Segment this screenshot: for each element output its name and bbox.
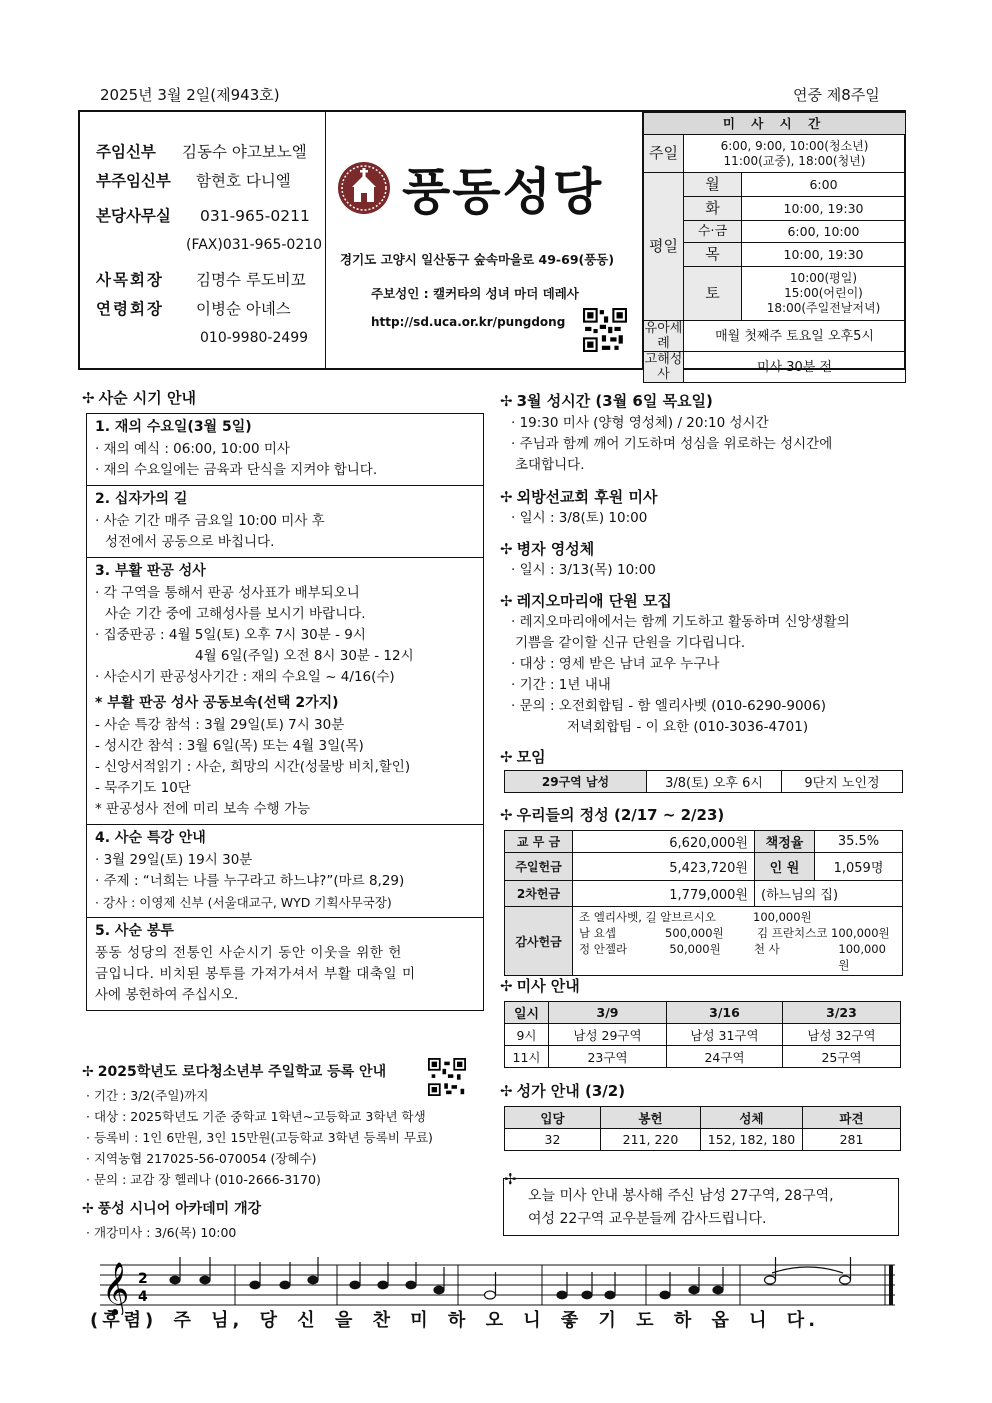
lent-item-line: 사에 봉헌하여 주십시오. <box>95 987 239 1003</box>
hymn-number: 32 <box>505 1129 601 1151</box>
section-title-text: 2025학년도 로다청소년부 주일학교 등록 안내 <box>97 1064 387 1080</box>
sunday-time-line: 11:00(교중), 18:00(청년) <box>723 153 866 168</box>
offering-key: 책정율 <box>755 831 815 853</box>
time-sig-icon: 2 <box>138 1271 148 1287</box>
detail-line: · 일시 : 3/13(목) 10:00 <box>511 562 656 578</box>
cross-icon: ✢ <box>500 977 513 995</box>
amount: 500,000원 <box>665 926 724 940</box>
mass-guide-cell: 25구역 <box>783 1046 901 1068</box>
donor: 남 요셉 <box>579 926 616 940</box>
mass-times-title: 미 사 시 간 <box>644 113 906 135</box>
lent-item-line: · 사순시기 판공성사기간 : 재의 수요일 ~ 4/16(수) <box>95 669 395 685</box>
church-address: 경기도 고양시 일산동구 숲속마을로 49-69(풍동) <box>340 252 615 267</box>
mass-guide-header: 3/16 <box>667 1002 783 1024</box>
weekday-time: 10:00, 19:30 <box>742 197 906 221</box>
section-title-text: 성가 안내 (3/2) <box>516 1082 626 1100</box>
issue-date: 2025년 3월 2일(제943호) <box>100 86 280 104</box>
confession-time: 미사 30분 전 <box>684 352 906 383</box>
lent-item-subline: * 판공성사 전에 미리 보속 수행 가능 <box>95 801 311 817</box>
staff-name: 이병순 아녜스 <box>196 300 291 318</box>
detail-line: · 기간 : 3/2(주일)까지 <box>86 1088 209 1103</box>
weekday-time: 10:00, 19:30 <box>742 243 906 267</box>
brand-panel <box>325 112 643 368</box>
cross-icon: ✢ <box>504 1170 517 1188</box>
detail-line: · 문의 : 오전회합팀 - 함 엘리사벳 (010-6290-9006) <box>511 698 826 714</box>
mass-guide-header: 3/23 <box>783 1002 901 1024</box>
lent-item-subhead: * 부활 판공 성사 공동보속(선택 2가지) <box>95 695 339 711</box>
hymn-number: 281 <box>803 1129 901 1151</box>
mission-title <box>500 486 657 507</box>
infant-baptism-label: 유아세례 <box>644 321 683 351</box>
donor: 천 사 <box>753 942 780 956</box>
website-link[interactable]: http://sd.uca.or.kr/pungdong <box>371 315 566 329</box>
lent-item-subline: - 성시간 참석 : 3월 6일(목) 또는 4월 3일(목) <box>95 738 364 754</box>
staff-row <box>96 202 322 231</box>
detail-line: · 대상 : 영세 받은 남녀 교우 누구나 <box>511 656 720 672</box>
cross-icon: ✢ <box>82 1064 94 1080</box>
cross-icon: ✢ <box>500 806 513 824</box>
cross-icon: ✢ <box>500 488 513 506</box>
section-title-text: 외방선교회 후원 미사 <box>516 488 658 506</box>
offering-value: 6,620,000원 <box>573 831 755 853</box>
mass-guide-cell: 23구역 <box>549 1046 667 1068</box>
mass-guide-time: 11시 <box>505 1046 549 1068</box>
thanks-line: 여성 22구역 교우분들께 감사드립니다. <box>528 1211 767 1227</box>
lent-item-head: 5. 사순 봉투 <box>95 923 174 939</box>
detail-line: · 문의 : 교감 장 헬레나 (010-2666-3170) <box>86 1172 321 1187</box>
weekday-day: 목 <box>684 243 742 267</box>
hymn-header: 성체 <box>701 1107 803 1129</box>
lent-item-line: 금입니다. 비치된 봉투를 가져가셔서 부활 대축일 미 <box>95 966 416 982</box>
sunday-time-line: 6:00, 9:00, 10:00(청소년) <box>720 138 869 153</box>
legio-details <box>503 612 850 738</box>
academy-title <box>82 1198 261 1218</box>
staff-row <box>96 138 322 167</box>
notes-icon <box>170 1257 851 1299</box>
lent-item <box>87 414 483 485</box>
lent-item-subline: - 묵주기도 10단 <box>95 780 191 796</box>
staff-name: 김동수 야고보노엘 <box>182 143 307 161</box>
weekday-day: 월 <box>684 173 742 197</box>
donor: 정 안젤라 <box>579 942 628 956</box>
treble-clef-icon: 𝄞 <box>102 1261 130 1315</box>
lent-item-line: · 각 구역을 통해서 판공 성사표가 배부되오니 <box>95 585 360 601</box>
meeting-title <box>500 746 546 767</box>
thanks-offering-label: 감사헌금 <box>505 907 573 976</box>
mass-guide-cell: 남성 32구역 <box>783 1024 901 1046</box>
mass-guide-time: 9시 <box>505 1024 549 1046</box>
section-title-text: 미사 안내 <box>516 977 580 995</box>
church-name: 풍동성당 <box>402 163 604 221</box>
hymn-header: 입당 <box>505 1107 601 1129</box>
sunday-label: 주일 <box>644 135 684 173</box>
lent-item-line: · 주제 : “너희는 나를 누구라고 하느냐?”(마르 8,29) <box>95 873 405 889</box>
weekday-day: 토 <box>684 267 742 321</box>
confession-label: 고해성사 <box>644 352 683 382</box>
qr-code-icon[interactable] <box>428 1058 466 1096</box>
patron-saint: 주보성인 : 캘커타의 성녀 마더 데레사 <box>371 286 579 301</box>
cross-icon: ✢ <box>500 392 513 410</box>
weekday-time: 6:00 <box>742 173 906 197</box>
mass-guide-cell: 남성 29구역 <box>549 1024 667 1046</box>
section-title-text: 우리들의 정성 (2/17 ~ 2/23) <box>516 806 725 824</box>
lent-item-line: · 강사 : 이영제 신부 (서울대교구, WYD 기획사무국장) <box>95 895 392 910</box>
weekday-day: 화 <box>684 197 742 221</box>
holy-hour-title <box>500 390 713 411</box>
cross-icon: ✢ <box>82 1201 94 1217</box>
mass-times-table <box>643 112 906 383</box>
thanks-row <box>579 925 896 941</box>
lent-box <box>86 413 484 1011</box>
offering-title <box>500 804 724 825</box>
saturday-time-line: 10:00(평일) <box>789 271 858 285</box>
lent-item-line: · 재의 수요일에는 금육과 단식을 지켜야 합니다. <box>95 462 378 478</box>
donor: 조 엘리사벳, 길 알브르시오 <box>579 910 716 924</box>
meeting-table <box>504 770 903 793</box>
saturday-time-line: 18:00(주일전날저녁) <box>766 301 881 315</box>
section-title-text: 레지오마리애 단원 모집 <box>516 592 672 610</box>
thanks-offering-list <box>573 907 903 976</box>
mass-guide-header: 일시 <box>505 1002 549 1024</box>
lent-item-line: · 3월 29일(토) 19시 30분 <box>95 852 253 868</box>
church-logo-icon <box>336 160 392 216</box>
legio-title <box>500 590 672 611</box>
cross-icon: ✢ <box>82 389 95 407</box>
offering-key-value: 35.5% <box>815 831 903 853</box>
cross-icon: ✢ <box>500 748 513 766</box>
offering-value: 1,779,000원 <box>573 881 755 907</box>
detail-line: 저녁회합팀 - 이 요한 (010-3036-4701) <box>567 719 809 735</box>
offering-label: 교 무 금 <box>505 831 573 853</box>
lent-item-head: 2. 십자가의 길 <box>95 491 188 507</box>
logo <box>336 152 603 224</box>
mass-guide-cell: 남성 31구역 <box>667 1024 783 1046</box>
offering-table <box>504 830 903 976</box>
meeting-group: 29구역 남성 <box>505 771 647 793</box>
lent-item-line: 성전에서 공동으로 바칩니다. <box>105 534 275 550</box>
hymn-number: 152, 182, 180 <box>701 1129 803 1151</box>
sunday-school-title <box>82 1061 386 1081</box>
lent-item-head: 1. 재의 수요일(3월 5일) <box>95 419 252 435</box>
sunday-school-details <box>86 1085 433 1190</box>
sick-communion-title <box>500 538 594 559</box>
offering-value: 5,423,720원 <box>573 853 755 881</box>
refrain-lyrics: (후렴) 주 님, 당 신 을 찬 미 하 오 니 좋 기 도 하 옵 니 다. <box>90 1310 820 1331</box>
staff-row <box>96 167 322 196</box>
cross-icon: ✢ <box>500 540 513 558</box>
hymn-title <box>500 1080 625 1101</box>
offering-key-value: 1,059명 <box>815 853 903 881</box>
lent-item-line: 사순 기간 중에 고해성사를 보시기 바랍니다. <box>105 606 366 622</box>
cross-icon: ✢ <box>500 1082 513 1100</box>
staff-list <box>96 138 322 353</box>
academy-line: · 개강미사 : 3/6(목) 10:00 <box>86 1225 237 1240</box>
cross-icon: ✢ <box>500 592 513 610</box>
detail-line: · 레지오마리애에서는 함께 기도하고 활동하며 신앙생활의 <box>511 614 850 630</box>
weekday-day: 수·금 <box>684 221 742 243</box>
hymn-number: 211, 220 <box>601 1129 701 1151</box>
mass-guide-table <box>504 1001 901 1068</box>
lent-item-line: · 재의 예식 : 06:00, 10:00 미사 <box>95 441 290 457</box>
lent-item-head: 4. 사순 특강 안내 <box>95 830 206 846</box>
detail-line: 초대합니다. <box>515 457 585 473</box>
staff-row <box>96 295 322 324</box>
offering-note: (하느님의 집) <box>755 881 903 907</box>
donor: 김 프란치스코 <box>757 926 828 940</box>
staff-role: 본당사무실 <box>96 207 171 225</box>
lent-section-title <box>82 387 196 408</box>
hymn-header: 파견 <box>803 1107 901 1129</box>
staff-role: 부주임신부 <box>96 172 171 190</box>
liturgical-week: 연중 제8주일 <box>793 86 880 104</box>
section-title-text: 병자 영성체 <box>516 540 595 558</box>
section-title-text: 3월 성시간 (3월 6일 목요일) <box>516 392 713 410</box>
detail-line: · 일시 : 3/8(토) 10:00 <box>511 510 648 526</box>
amount: 100,000원 <box>753 910 812 924</box>
thanks-row <box>579 941 896 973</box>
weekday-time <box>742 267 906 321</box>
time-sig-icon: 4 <box>138 1289 148 1305</box>
amount: 50,000원 <box>669 942 721 956</box>
lent-item <box>87 917 483 1010</box>
detail-line: · 지역농협 217025-56-070054 (장혜수) <box>86 1151 317 1166</box>
mass-guide-header: 3/9 <box>549 1002 667 1024</box>
offering-key: 인 원 <box>755 853 815 881</box>
thanks-row <box>579 909 896 925</box>
detail-line: · 19:30 미사 (양형 영성체) / 20:10 성시간 <box>511 415 769 431</box>
lent-item-line: 풍동 성당의 전통인 사순시기 동안 이웃을 위한 헌 <box>95 945 403 961</box>
staff-role: 사목회장 <box>96 271 164 289</box>
holy-hour-details <box>503 413 832 476</box>
hymn-header: 봉헌 <box>601 1107 701 1129</box>
staff-row <box>96 266 322 295</box>
meeting-place: 9단지 노인정 <box>782 771 903 793</box>
lent-item-head: 3. 부활 판공 성사 <box>95 563 206 579</box>
detail-line: · 대상 : 2025학년도 기준 중학교 1학년~고등학교 3학년 학생 <box>86 1109 426 1124</box>
mission-details <box>503 508 647 529</box>
lent-item-subline: - 신앙서적읽기 : 사순, 희망의 시간(성물방 비치,할인) <box>95 759 411 775</box>
amount: 100,000원 <box>838 942 886 972</box>
lent-item <box>87 485 483 557</box>
detail-line: · 주님과 함께 깨어 기도하며 성심을 위로하는 성시간에 <box>511 436 833 452</box>
offering-label: 주일헌금 <box>505 853 573 881</box>
detail-line: 기쁨을 같이할 신규 단원을 기다립니다. <box>515 635 746 651</box>
staff-role: 주임신부 <box>96 143 156 161</box>
section-title-text: 모임 <box>516 748 546 766</box>
mass-guide-cell: 24구역 <box>667 1046 783 1068</box>
thanks-line: 오늘 미사 안내 봉사해 주신 남성 27구역, 28구역, <box>528 1188 834 1204</box>
qr-code-icon[interactable] <box>583 308 627 352</box>
section-title-text: 풍성 시니어 아카데미 개강 <box>97 1201 262 1217</box>
office-fax: (FAX)031-965-0210 <box>186 237 323 253</box>
staff-role: 연령회장 <box>96 300 164 318</box>
amount: 100,000원 <box>831 926 890 940</box>
header-box <box>78 110 906 382</box>
lent-item-line: · 집중판공 : 4월 5일(토) 오후 7시 30분 - 9시 <box>95 627 366 643</box>
detail-line: · 등록비 : 1인 6만원, 3인 15만원(고등학교 3학년 등록비 무료) <box>86 1130 433 1145</box>
sunday-times <box>684 135 906 173</box>
infant-baptism-time: 매월 첫째주 토요일 오후5시 <box>684 321 906 352</box>
weekday-time: 6:00, 10:00 <box>742 221 906 243</box>
lent-item-line: 4월 6일(주일) 오전 8시 30분 - 12시 <box>195 648 414 664</box>
detail-line: · 기간 : 1년 내내 <box>511 677 611 693</box>
offering-label: 2차헌금 <box>505 881 573 907</box>
meeting-time: 3/8(토) 오후 6시 <box>647 771 782 793</box>
lent-item-line: · 사순 기간 매주 금요일 10:00 미사 후 <box>95 513 325 529</box>
office-phone[interactable]: 031-965-0211 <box>200 207 310 225</box>
staff-name: 함현호 다니엘 <box>196 172 291 190</box>
contact-phone: 010-9980-2499 <box>200 330 309 346</box>
hymn-table <box>504 1106 901 1151</box>
lent-item <box>87 557 483 824</box>
lent-item-subline: - 사순 특강 참석 : 3월 29일(토) 7시 30분 <box>95 717 345 733</box>
saturday-time-line: 15:00(어린이) <box>784 286 863 300</box>
staff-name: 김명수 루도비꼬 <box>196 271 306 289</box>
lent-item <box>87 824 483 917</box>
thanks-note <box>503 1178 899 1236</box>
weekday-label: 평일 <box>644 173 684 321</box>
sick-communion-details <box>503 560 656 581</box>
mass-guide-title <box>500 975 580 996</box>
section-title-text: 사순 시기 안내 <box>98 389 196 407</box>
